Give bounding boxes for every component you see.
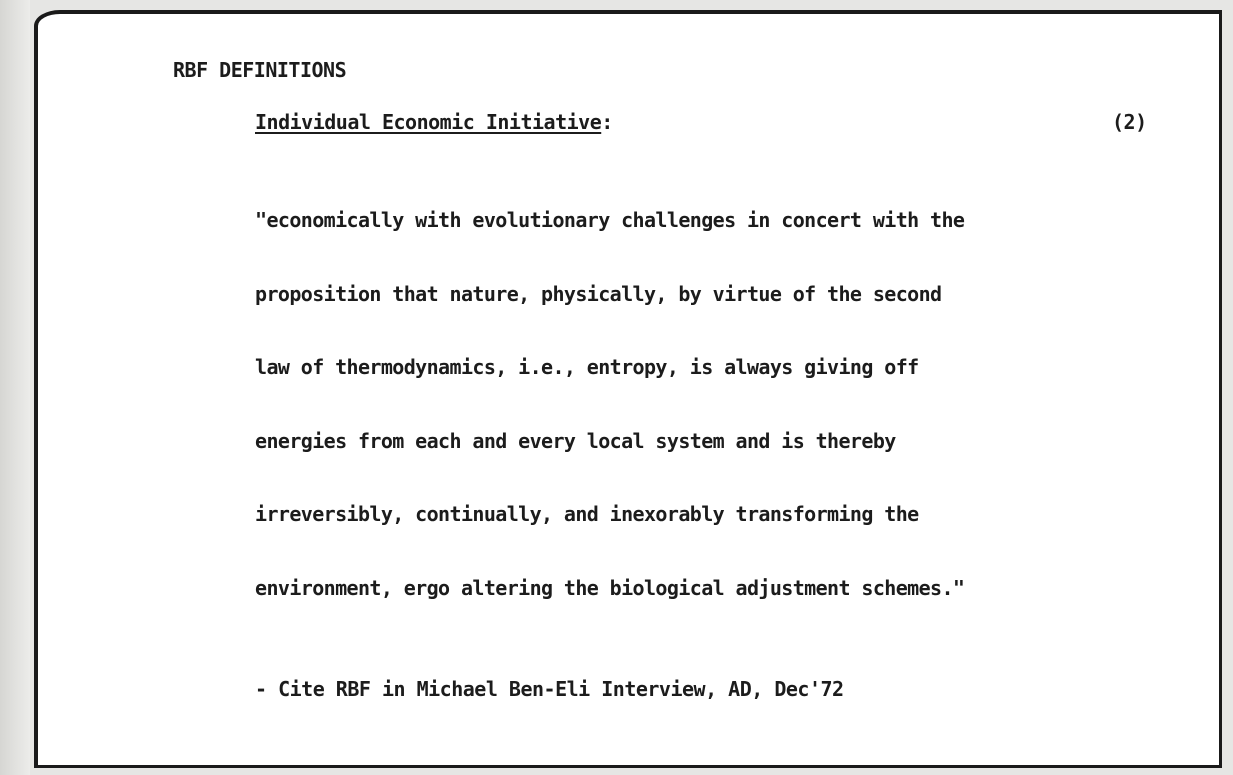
card-header: RBF DEFINITIONS [173, 58, 347, 82]
definition-line: irreversibly, continually, and inexorably transforming the [255, 502, 919, 526]
definition-line: "economically with evolutionary challenges in concert with the [255, 208, 965, 232]
term-title [255, 110, 613, 134]
definition-line: energies from each and every local system and is thereby [255, 428, 896, 453]
definition-line: law of thermodynamics, i.e., entropy, is always giving off [255, 355, 919, 379]
definition-quote [255, 159, 964, 649]
term-title-colon: : [601, 110, 613, 134]
definition-line: proposition that nature, physically, by virtue of the second [255, 281, 942, 306]
citation: - Cite RBF in Michael Ben-Eli Interview, AD, Dec'72 [255, 677, 844, 701]
scan-background-edge [0, 0, 30, 775]
card-number: (2) [1112, 110, 1147, 134]
term-title-text: Individual Economic Initiative [255, 110, 602, 134]
index-card [34, 10, 1222, 768]
definition-line: environment, ergo altering the biological adjustment schemes." [255, 575, 965, 600]
